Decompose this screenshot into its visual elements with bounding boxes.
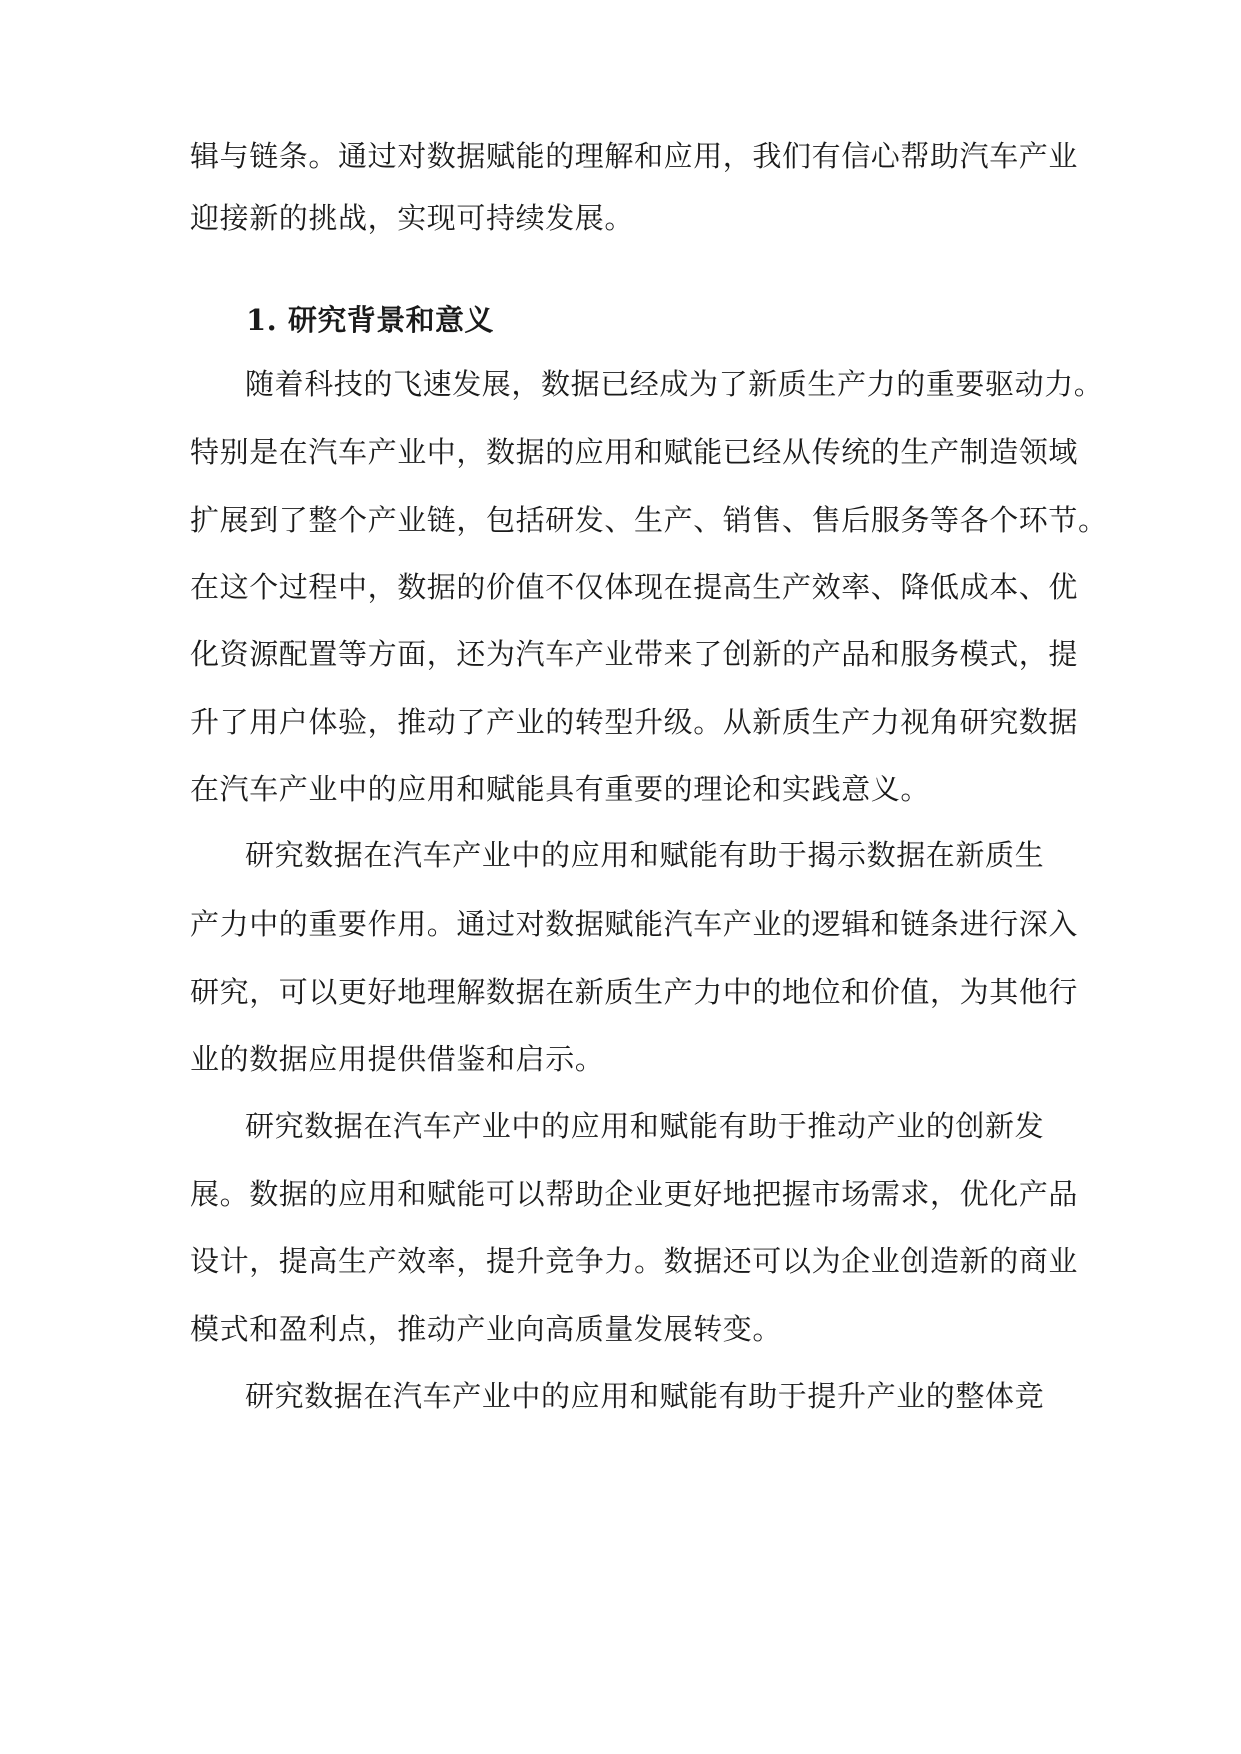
paragraph3-line-4: 模式和盈利点，推动产业向高质量发展转变。 bbox=[190, 1312, 783, 1346]
paragraph2-line-1: 研究数据在汽车产业中的应用和赋能有助于揭示数据在新质生 bbox=[245, 838, 1045, 872]
paragraph3-line-1: 研究数据在汽车产业中的应用和赋能有助于推动产业的创新发 bbox=[245, 1109, 1045, 1143]
paragraph1-line-4: 在这个过程中，数据的价值不仅体现在提高生产效率、降低成本、优 bbox=[190, 570, 1079, 604]
paragraph3-line-3: 设计，提高生产效率，提升竞争力。数据还可以为企业创造新的商业 bbox=[190, 1244, 1079, 1278]
paragraph1-line-5: 化资源配置等方面，还为汽车产业带来了创新的产品和服务模式，提 bbox=[190, 637, 1079, 671]
paragraph1-line-7: 在汽车产业中的应用和赋能具有重要的理论和实践意义。 bbox=[190, 772, 931, 806]
paragraph3-line-2: 展。数据的应用和赋能可以帮助企业更好地把握市场需求，优化产品 bbox=[190, 1177, 1079, 1211]
paragraph1-line-2: 特别是在汽车产业中，数据的应用和赋能已经从传统的生产制造领域 bbox=[190, 435, 1079, 469]
paragraph1-line-3: 扩展到了整个产业链，包括研发、生产、销售、售后服务等各个环节。 bbox=[190, 503, 1108, 537]
paragraph2-line-4: 业的数据应用提供借鉴和启示。 bbox=[190, 1042, 605, 1076]
intro-line-2: 迎接新的挑战，实现可持续发展。 bbox=[190, 201, 635, 235]
intro-line-1: 辑与链条。通过对数据赋能的理解和应用，我们有信心帮助汽车产业 bbox=[190, 139, 1079, 173]
paragraph2-line-3: 研究，可以更好地理解数据在新质生产力中的地位和价值，为其他行 bbox=[190, 975, 1079, 1009]
paragraph1-line-1: 随着科技的飞速发展，数据已经成为了新质生产力的重要驱动力。 bbox=[245, 367, 1104, 401]
section-heading bbox=[246, 300, 494, 340]
section-number: 1. bbox=[246, 303, 278, 337]
paragraph2-line-2: 产力中的重要作用。通过对数据赋能汽车产业的逻辑和链条进行深入 bbox=[190, 907, 1079, 941]
paragraph1-line-6: 升了用户体验，推动了产业的转型升级。从新质生产力视角研究数据 bbox=[190, 705, 1079, 739]
paragraph4-line-1: 研究数据在汽车产业中的应用和赋能有助于提升产业的整体竞 bbox=[245, 1379, 1045, 1413]
section-title: 研究背景和意义 bbox=[288, 303, 494, 337]
